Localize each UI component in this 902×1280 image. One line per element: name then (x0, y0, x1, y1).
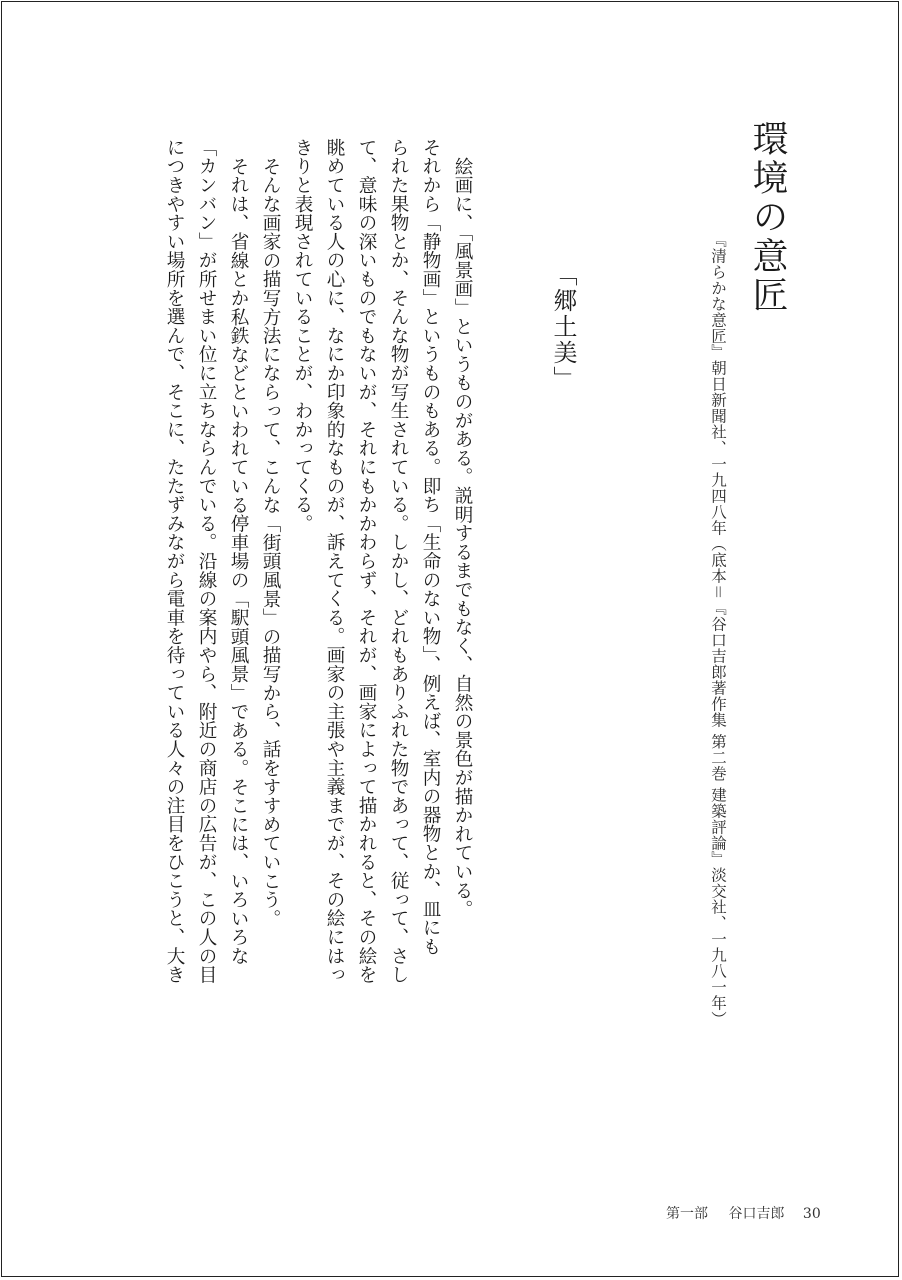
source-citation: 『清らかな意匠』朝日新聞社、一九四八年（底本＝『谷口吉郎著作集 第二巻 建築評論』淡交社、一九八一年） (709, 232, 727, 1027)
body-text (158, 138, 478, 984)
body-line-3: られた果物とか、そんな物が写生されている。しかし、どれもありふれた物であって、従って、さし (388, 138, 409, 984)
body-line-8: それは、省線とか私鉄などといわれている停車場の「駅頭風景」である。そこには、いろいろな (228, 156, 249, 965)
body-line-4: て、意味の深いものでもないが、それにもかかわらず、それが、画家によって描かれると、その絵を (356, 138, 377, 984)
body-line-1: 絵画に、「風景画」というものがある。説明するまでもなく、自然の景色が描かれている。 (452, 156, 473, 919)
page-number: 30 (802, 1206, 821, 1222)
page-footer (666, 1203, 821, 1223)
body-line-9: 「カンバン」が所せまい位に立ちならんでいる。沿線の案内やら、附近の商店の広告が、この人の目 (196, 138, 217, 984)
footer-part: 第一部 (666, 1206, 708, 1222)
body-line-10: につきやすい場所を選んで、そこに、たたずみながら電車を待っている人々の注目をひこうと、大き (164, 138, 185, 984)
body-line-7: そんな画家の描写方法にならって、こんな「街頭風景」の描写から、話をすすめていこう。 (260, 156, 281, 928)
chapter-title: 環境の意匠 (747, 120, 788, 315)
body-line-2: それから「静物画」というものもある。即ち「生命のない物」、例えば、室内の器物とか、皿にも (420, 138, 441, 956)
footer-author: 谷口吉郎 (728, 1206, 785, 1222)
body-line-5: 眺めている人の心に、なにか印象的なものが、訴えてくる。画家の主張や主義までが、その絵にはっ (324, 138, 345, 984)
section-title: 「郷土美」 (549, 262, 577, 392)
body-line-6: きりと表現されていることが、わかってくる。 (292, 138, 313, 533)
